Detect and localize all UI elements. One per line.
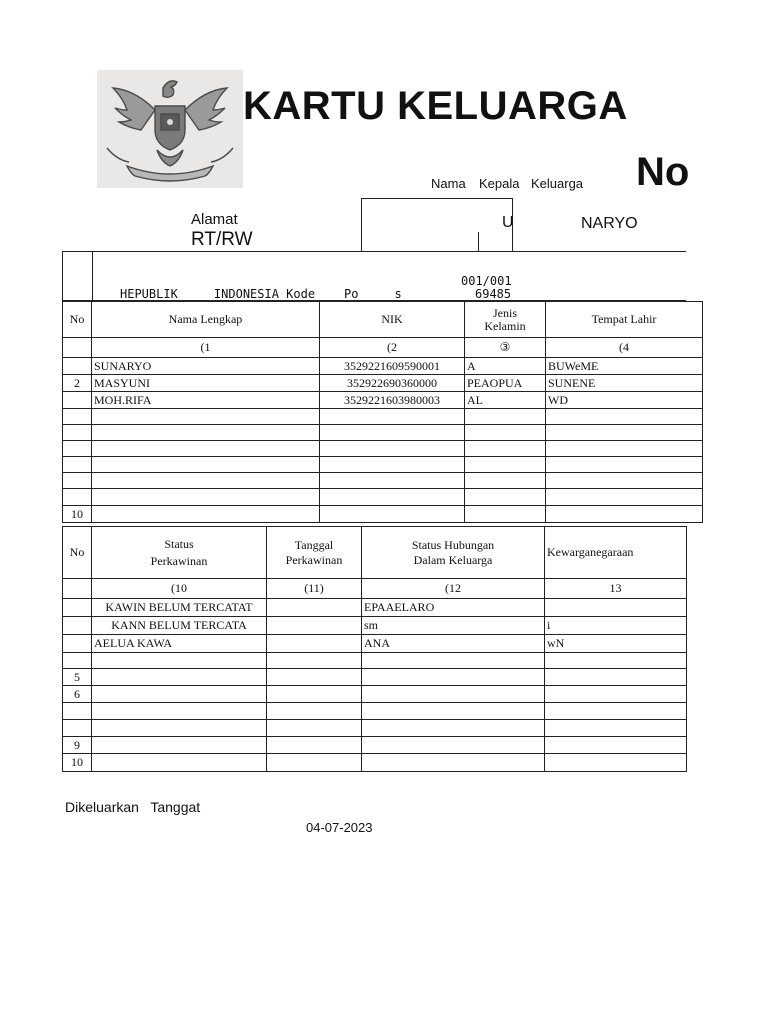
- table-row: [63, 617, 687, 635]
- table-row: [63, 441, 703, 457]
- cell-kewarga: i: [545, 617, 687, 635]
- cell-jk: A: [465, 358, 546, 375]
- cell-nama: MASYUNI: [92, 375, 320, 392]
- header-box-tick: [478, 232, 479, 251]
- cell-tanggal: [267, 635, 362, 653]
- document-title: KARTU KELUARGA: [243, 84, 628, 128]
- table-row: [63, 409, 703, 425]
- header-nik: NIK: [320, 302, 465, 338]
- cell-tempat: [546, 457, 703, 473]
- cell-hubungan: [362, 669, 545, 686]
- cell-no: [63, 409, 92, 425]
- nama-label: Nama: [431, 176, 466, 191]
- cell-nik: [320, 457, 465, 473]
- cell-no: 10: [63, 754, 92, 772]
- cell-hubungan: [362, 653, 545, 669]
- cell-nama: [92, 441, 320, 457]
- cell-hubungan: [362, 720, 545, 737]
- kepala-keluarga-name: NARYO: [581, 215, 638, 232]
- cell-jk: AL: [465, 392, 546, 409]
- u-letter: U: [502, 214, 514, 231]
- header-tempat-lahir: Tempat Lahir: [546, 302, 703, 338]
- cell-no: [63, 703, 92, 720]
- cell-kewarga: [545, 686, 687, 703]
- table-row: [63, 653, 687, 669]
- header-status-perkawinan: [92, 527, 267, 579]
- cell-kewarga: [545, 737, 687, 754]
- table-row: [63, 358, 703, 375]
- cell-no: [63, 457, 92, 473]
- cell-tempat: BUWeME: [546, 358, 703, 375]
- cell-status: [92, 754, 267, 772]
- rt-rw-value: 001/001: [461, 274, 512, 288]
- hubungan-line-1: Status Hubungan: [411, 537, 495, 552]
- cell-tempat: [546, 473, 703, 489]
- table-row: [63, 754, 687, 772]
- cell-tanggal: [267, 669, 362, 686]
- column-number-row-2: [63, 579, 687, 599]
- cell-nik: [320, 425, 465, 441]
- table-row: [63, 392, 703, 409]
- cell-status: KANN BELUM TERCATA: [92, 617, 267, 635]
- cell-hubungan: sm: [362, 617, 545, 635]
- table-row: [63, 686, 687, 703]
- cell-tempat: [546, 425, 703, 441]
- cell-tanggal: [267, 737, 362, 754]
- col-number-12: (12: [362, 579, 545, 599]
- cell-nik: [320, 441, 465, 457]
- table-header-row: [63, 302, 703, 338]
- address-box-divider: [92, 252, 93, 301]
- header-tanggal-perkawinan: [267, 527, 362, 579]
- cell-nama: [92, 473, 320, 489]
- cell-no: [63, 473, 92, 489]
- cell-tanggal: [267, 720, 362, 737]
- table-row: [63, 669, 687, 686]
- cell-status: AELUA KAWA: [92, 635, 267, 653]
- table-row: [63, 457, 703, 473]
- cell-kewarga: [545, 703, 687, 720]
- col-number-3: ③: [465, 338, 546, 358]
- cell-tanggal: [267, 754, 362, 772]
- header-no: No: [63, 302, 92, 338]
- header2-no: No: [63, 527, 92, 579]
- col-number-4: (4: [546, 338, 703, 358]
- cell-hubungan: EPAAELARO: [362, 599, 545, 617]
- cell-nik: 352922690360000: [320, 375, 465, 392]
- cell-tempat: SUNENE: [546, 375, 703, 392]
- table-row: [63, 506, 703, 523]
- cell-jk: [465, 506, 546, 523]
- garuda-icon: [97, 70, 243, 188]
- cell-status: [92, 686, 267, 703]
- cell-hubungan: [362, 686, 545, 703]
- cell-hubungan: ANA: [362, 635, 545, 653]
- status-line-2: Perkawinan: [150, 553, 208, 568]
- table-row: [63, 599, 687, 617]
- cell-tempat: [546, 506, 703, 523]
- cell-no: [63, 441, 92, 457]
- cell-kewarga: [545, 669, 687, 686]
- tanggal-line-1: Tanggal: [294, 537, 334, 552]
- cell-no: [63, 489, 92, 506]
- table-row: [63, 473, 703, 489]
- table2-header-row: [63, 527, 687, 579]
- status-line-1: Status: [164, 536, 194, 551]
- family-members-table: [62, 301, 703, 523]
- table-row: [63, 720, 687, 737]
- kode-pos-value: 69485: [475, 287, 512, 301]
- cell-tempat: [546, 489, 703, 506]
- cell-nik: [320, 473, 465, 489]
- cell-no: [63, 358, 92, 375]
- issued-label: Dikeluarkan Tanggat: [65, 799, 201, 815]
- marital-status-table: [62, 526, 687, 772]
- cell-hubungan: [362, 703, 545, 720]
- header-nama-lengkap: Nama Lengkap: [92, 302, 320, 338]
- col-number-2: (2: [320, 338, 465, 358]
- kk-number-label: No: [636, 150, 690, 194]
- col-number-10: (10: [92, 579, 267, 599]
- col-number-1: (1: [92, 338, 320, 358]
- cell-no: 5: [63, 669, 92, 686]
- kepala-label: Kepala: [479, 176, 520, 191]
- cell-kewarga: [545, 720, 687, 737]
- cell-no: [63, 599, 92, 617]
- cell-jk: [465, 409, 546, 425]
- cell-no: 6: [63, 686, 92, 703]
- col-number-13: 13: [545, 579, 687, 599]
- col2-number-blank: [63, 579, 92, 599]
- cell-nik: 3529221609590001: [320, 358, 465, 375]
- cell-jk: [465, 425, 546, 441]
- table-row: [63, 635, 687, 653]
- cell-no: [63, 653, 92, 669]
- cell-nik: 3529221603980003: [320, 392, 465, 409]
- column-number-row: [63, 338, 703, 358]
- cell-status: [92, 737, 267, 754]
- cell-kewarga: [545, 653, 687, 669]
- jenis-line-1: Jenis: [493, 305, 517, 320]
- cell-jk: PEAOPUA: [465, 375, 546, 392]
- header-kewarganegaraan: Kewarganegaraan: [545, 527, 687, 579]
- cell-kewarga: [545, 754, 687, 772]
- address-text: HEPUBLIK INDONESIA Kode Po s: [120, 287, 402, 301]
- cell-no: 2: [63, 375, 92, 392]
- cell-tanggal: [267, 686, 362, 703]
- cell-status: KAWIN BELUM TERCATAT: [92, 599, 267, 617]
- cell-nama: MOH.RIFA: [92, 392, 320, 409]
- table-row: [63, 425, 703, 441]
- cell-tempat: WD: [546, 392, 703, 409]
- cell-jk: [465, 457, 546, 473]
- cell-status: [92, 669, 267, 686]
- garuda-emblem: [97, 70, 243, 188]
- cell-no: [63, 617, 92, 635]
- alamat-label: Alamat: [191, 211, 238, 228]
- rtrw-label: RT/RW: [191, 229, 253, 250]
- cell-tanggal: [267, 599, 362, 617]
- cell-no: [63, 392, 92, 409]
- cell-status: [92, 720, 267, 737]
- issued-date: 04-07-2023: [306, 820, 373, 835]
- table-row: [63, 737, 687, 754]
- header-jenis-kelamin: [465, 302, 546, 338]
- cell-kewarga: [545, 599, 687, 617]
- header-box-top: [361, 198, 513, 199]
- cell-tempat: [546, 409, 703, 425]
- table-row: [63, 703, 687, 720]
- cell-no: 10: [63, 506, 92, 523]
- cell-tanggal: [267, 653, 362, 669]
- cell-tempat: [546, 441, 703, 457]
- header-box-left: [361, 198, 362, 251]
- tanggal-line-2: Perkawinan: [285, 552, 343, 567]
- cell-tanggal: [267, 617, 362, 635]
- table-row: [63, 489, 703, 506]
- keluarga-label: Keluarga: [531, 176, 584, 191]
- cell-status: [92, 703, 267, 720]
- cell-jk: [465, 441, 546, 457]
- cell-no: [63, 425, 92, 441]
- cell-tanggal: [267, 703, 362, 720]
- cell-hubungan: [362, 737, 545, 754]
- cell-nama: [92, 425, 320, 441]
- address-box: [62, 251, 686, 301]
- cell-nama: [92, 506, 320, 523]
- table-row: [63, 375, 703, 392]
- cell-nama: [92, 457, 320, 473]
- cell-no: [63, 720, 92, 737]
- cell-nik: [320, 409, 465, 425]
- cell-jk: [465, 473, 546, 489]
- col-number-blank: [63, 338, 92, 358]
- header-status-hubungan: [362, 527, 545, 579]
- cell-hubungan: [362, 754, 545, 772]
- cell-nik: [320, 489, 465, 506]
- cell-nama: SUNARYO: [92, 358, 320, 375]
- cell-status: [92, 653, 267, 669]
- col-number-11: (11): [267, 579, 362, 599]
- cell-no: 9: [63, 737, 92, 754]
- cell-nik: [320, 506, 465, 523]
- cell-no: [63, 635, 92, 653]
- cell-kewarga: wN: [545, 635, 687, 653]
- cell-nama: [92, 409, 320, 425]
- jenis-line-2: Kelamin: [484, 318, 526, 333]
- cell-jk: [465, 489, 546, 506]
- hubungan-line-2: Dalam Keluarga: [413, 552, 493, 567]
- cell-nama: [92, 489, 320, 506]
